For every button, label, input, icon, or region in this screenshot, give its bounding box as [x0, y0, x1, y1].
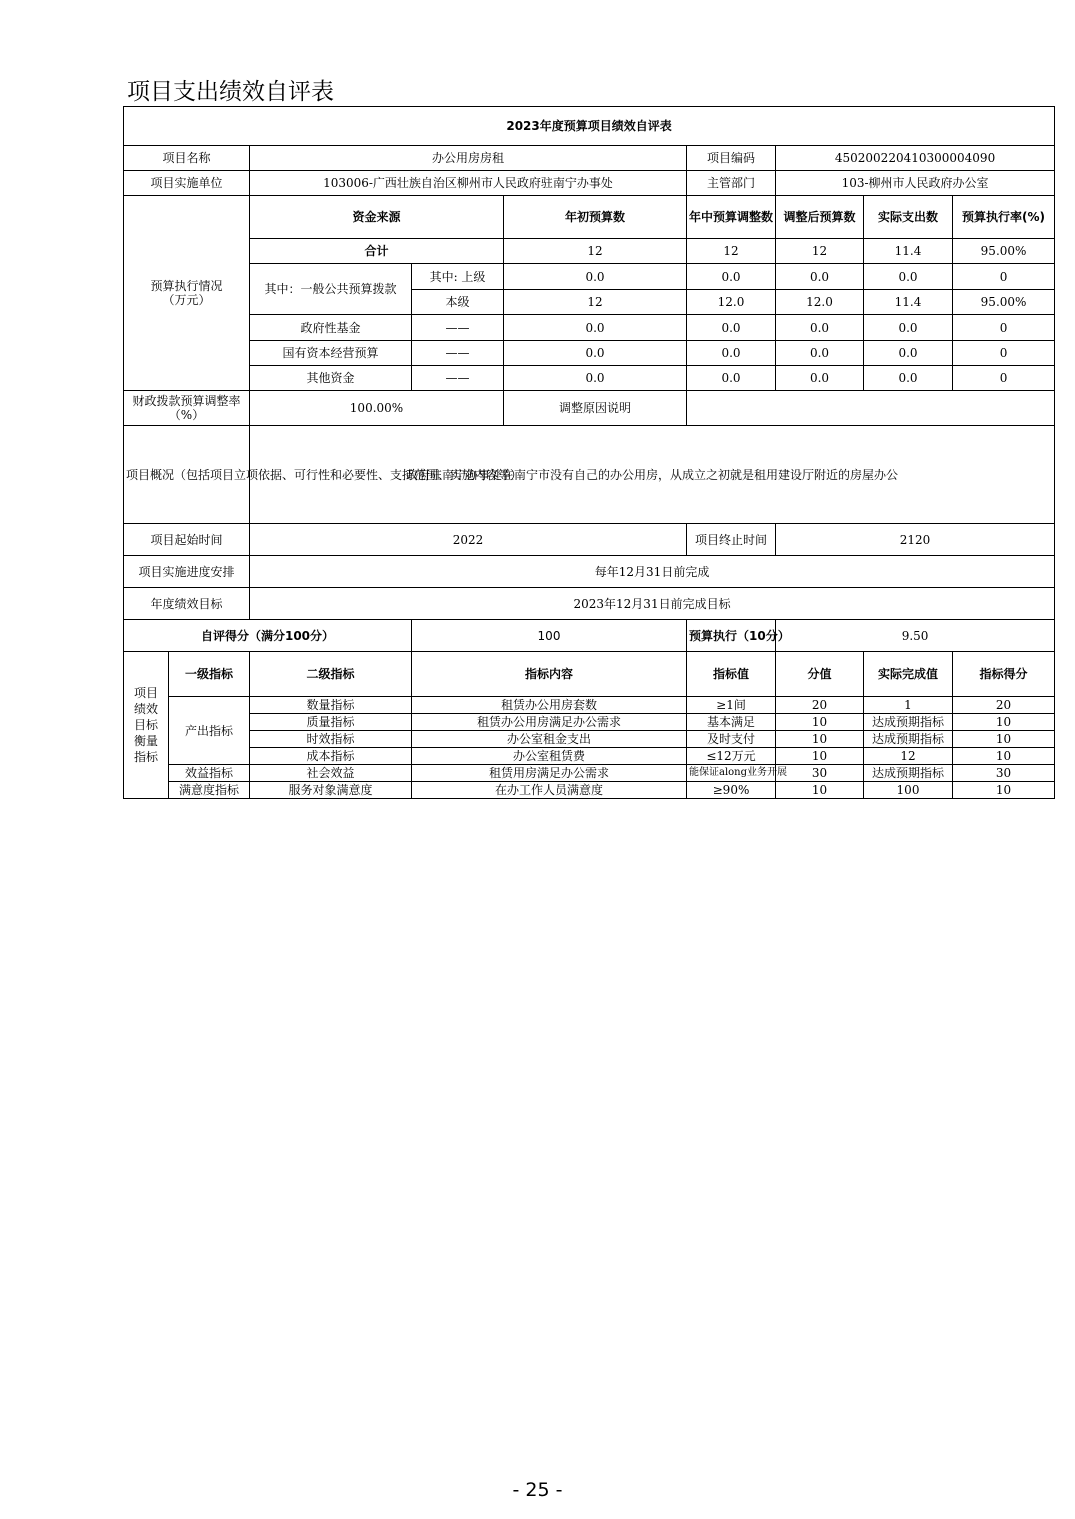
state-capital-actual: 0.0 — [864, 341, 953, 366]
state-capital-adjusted: 0.0 — [776, 341, 864, 366]
level2-cell: 质量指标 — [250, 714, 412, 731]
start-time-label: 项目起始时间 — [124, 524, 250, 556]
content-cell: 租赁用房满足办公需求 — [412, 765, 687, 782]
overview-label: 项目概况（包括项目立项依据、可行性和必要性、支持范围、实施内容等） — [124, 426, 250, 524]
general-budget-label: 其中：一般公共预算拨款 — [250, 264, 412, 315]
header-level2: 二级指标 — [250, 652, 412, 697]
adjust-reason-value — [687, 391, 1055, 426]
adjust-rate-value: 100.00% — [250, 391, 504, 426]
budget-row-total — [124, 239, 1055, 264]
annual-goal-value: 2023年12月31日前完成目标 — [250, 588, 1055, 620]
budget-exec-score-value: 9.50 — [776, 620, 1055, 652]
implementing-unit-label: 项目实施单位 — [124, 171, 250, 196]
score-cell: 10 — [953, 731, 1055, 748]
content-cell: 办公室租赁费 — [412, 748, 687, 765]
start-time: 2022 — [250, 524, 687, 556]
project-code: 450200220410300004090 — [776, 146, 1055, 171]
local-initial: 12 — [504, 290, 687, 315]
header-adjusted-budget: 调整后预算数 — [776, 196, 864, 239]
gov-fund-dash: —— — [412, 315, 504, 341]
state-capital-dash: —— — [412, 341, 504, 366]
target-cell: ≥1间 — [687, 697, 776, 714]
other-funds-mid-adjust: 0.0 — [687, 366, 776, 391]
other-funds-rate: 0 — [953, 366, 1055, 391]
actual-cell: 达成预期指标 — [864, 731, 953, 748]
self-score-value: 100 — [412, 620, 687, 652]
gov-fund-adjusted: 0.0 — [776, 315, 864, 341]
local-mid-adjust: 12.0 — [687, 290, 776, 315]
actual-cell: 100 — [864, 782, 953, 799]
total-rate: 95.00% — [953, 239, 1055, 264]
other-funds-initial: 0.0 — [504, 366, 687, 391]
local-rate: 95.00% — [953, 290, 1055, 315]
supervising-dept: 103-柳州市人民政府办公室 — [776, 171, 1055, 196]
upper-rate: 0 — [953, 264, 1055, 290]
budget-row-state-capital — [124, 341, 1055, 366]
upper-actual: 0.0 — [864, 264, 953, 290]
satisfaction-indicator-label: 满意度指标 — [169, 782, 250, 799]
weight-cell: 10 — [776, 731, 864, 748]
content-cell: 租赁办公用房套数 — [412, 697, 687, 714]
header-actual: 实际完成值 — [864, 652, 953, 697]
target-cell: 及时支付 — [687, 731, 776, 748]
end-time: 2120 — [776, 524, 1055, 556]
header-content: 指标内容 — [412, 652, 687, 697]
header-execution-rate: 预算执行率(%) — [953, 196, 1055, 239]
table-title: 2023年度预算项目绩效自评表 — [124, 107, 1055, 146]
target-cell: ≥90% — [687, 782, 776, 799]
actual-cell: 12 — [864, 748, 953, 765]
target-cell: 基本满足 — [687, 714, 776, 731]
state-capital-initial: 0.0 — [504, 341, 687, 366]
gov-fund-mid-adjust: 0.0 — [687, 315, 776, 341]
header-score: 指标得分 — [953, 652, 1055, 697]
other-funds-dash: —— — [412, 366, 504, 391]
actual-cell: 达成预期指标 — [864, 765, 953, 782]
header-mid-adjust: 年中预算调整数 — [687, 196, 776, 239]
content-cell: 租赁办公用房满足办公需求 — [412, 714, 687, 731]
other-funds-adjusted: 0.0 — [776, 366, 864, 391]
local-actual: 11.4 — [864, 290, 953, 315]
table-row — [124, 714, 1055, 731]
other-funds-actual: 0.0 — [864, 366, 953, 391]
state-capital-mid-adjust: 0.0 — [687, 341, 776, 366]
adjust-reason-label: 调整原因说明 — [504, 391, 687, 426]
gov-fund-rate: 0 — [953, 315, 1055, 341]
table-row — [124, 765, 1055, 782]
upper-label: 其中: 上级 — [412, 264, 504, 290]
level2-cell: 时效指标 — [250, 731, 412, 748]
upper-mid-adjust: 0.0 — [687, 264, 776, 290]
table-row — [124, 748, 1055, 765]
adjust-rate-label: 财政拨款预算调整率 （%） — [124, 391, 250, 426]
target-cell: ≤12万元 — [687, 748, 776, 765]
self-score-label: 自评得分（满分100分） — [124, 620, 412, 652]
weight-cell: 20 — [776, 697, 864, 714]
end-time-label: 项目终止时间 — [687, 524, 776, 556]
implementing-unit: 103006-广西壮族自治区柳州市人民政府驻南宁办事处 — [250, 171, 687, 196]
total-label: 合计 — [250, 239, 504, 264]
supervising-dept-label: 主管部门 — [687, 171, 776, 196]
progress-label: 项目实施进度安排 — [124, 556, 250, 588]
indicator-section-label: 项目 绩效 目标 衡量 指标 — [124, 652, 169, 799]
table-row — [124, 782, 1055, 799]
actual-cell: 达成预期指标 — [864, 714, 953, 731]
actual-cell: 1 — [864, 697, 953, 714]
weight-cell: 10 — [776, 782, 864, 799]
project-code-label: 项目编码 — [687, 146, 776, 171]
score-cell: 10 — [953, 748, 1055, 765]
project-name: 办公用房房租 — [250, 146, 687, 171]
level2-cell: 服务对象满意度 — [250, 782, 412, 799]
budget-row-upper — [124, 264, 1055, 290]
page-caption: 项目支出绩效自评表 — [127, 79, 334, 105]
level2-cell: 成本指标 — [250, 748, 412, 765]
overview-text: 政府驻南宁办事处在南宁市没有自己的办公用房，从成立之初就是租用建设厅附近的房屋办公 — [250, 426, 1055, 524]
score-cell: 10 — [953, 782, 1055, 799]
header-level1: 一级指标 — [169, 652, 250, 697]
upper-adjusted: 0.0 — [776, 264, 864, 290]
weight-cell: 30 — [776, 765, 864, 782]
header-target: 指标值 — [687, 652, 776, 697]
level2-cell: 社会效益 — [250, 765, 412, 782]
annual-goal-label: 年度绩效目标 — [124, 588, 250, 620]
total-initial: 12 — [504, 239, 687, 264]
total-mid-adjust: 12 — [687, 239, 776, 264]
gov-fund-actual: 0.0 — [864, 315, 953, 341]
header-fund-source: 资金来源 — [250, 196, 504, 239]
upper-initial: 0.0 — [504, 264, 687, 290]
progress-value: 每年12月31日前完成 — [250, 556, 1055, 588]
budget-section-label: 预算执行情况 （万元） — [124, 196, 250, 391]
budget-row-gov-fund — [124, 315, 1055, 341]
level2-cell: 数量指标 — [250, 697, 412, 714]
content-cell: 办公室租金支出 — [412, 731, 687, 748]
weight-cell: 10 — [776, 714, 864, 731]
budget-row-other — [124, 366, 1055, 391]
local-adjusted: 12.0 — [776, 290, 864, 315]
score-cell: 10 — [953, 714, 1055, 731]
score-cell: 20 — [953, 697, 1055, 714]
performance-evaluation-table — [123, 106, 1055, 799]
total-actual: 11.4 — [864, 239, 953, 264]
gov-fund-initial: 0.0 — [504, 315, 687, 341]
local-label: 本级 — [412, 290, 504, 315]
table-row — [124, 697, 1055, 714]
table-row — [124, 731, 1055, 748]
page-number: - 25 - — [512, 1479, 563, 1501]
score-cell: 30 — [953, 765, 1055, 782]
weight-cell: 10 — [776, 748, 864, 765]
target-cell: 能保证along业务开展 — [687, 765, 776, 782]
gov-fund-label: 政府性基金 — [250, 315, 412, 341]
benefit-indicator-label: 效益指标 — [169, 765, 250, 782]
state-capital-rate: 0 — [953, 341, 1055, 366]
total-adjusted: 12 — [776, 239, 864, 264]
budget-exec-score-label: 预算执行（10分） — [687, 620, 776, 652]
header-initial-budget: 年初预算数 — [504, 196, 687, 239]
header-weight: 分值 — [776, 652, 864, 697]
state-capital-label: 国有资本经营预算 — [250, 341, 412, 366]
header-actual-spend: 实际支出数 — [864, 196, 953, 239]
project-name-label: 项目名称 — [124, 146, 250, 171]
content-cell: 在办工作人员满意度 — [412, 782, 687, 799]
other-funds-label: 其他资金 — [250, 366, 412, 391]
output-indicator-label: 产出指标 — [169, 697, 250, 765]
